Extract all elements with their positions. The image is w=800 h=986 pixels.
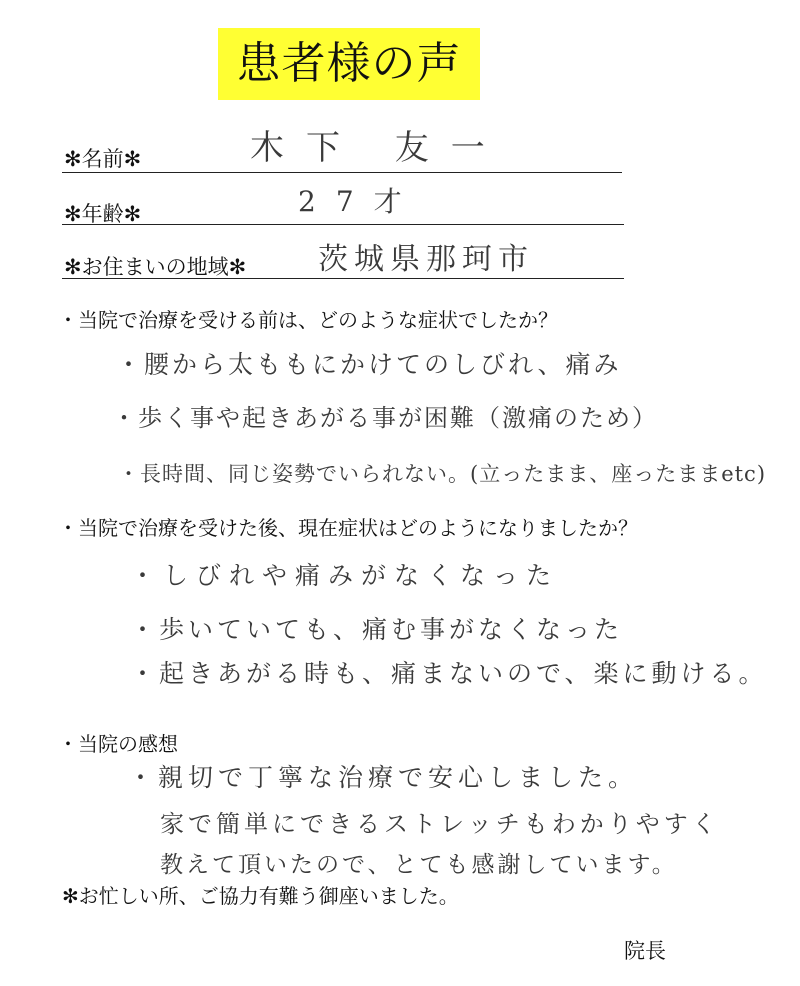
page-title: 患者様の声 bbox=[218, 28, 480, 100]
question-after: ・当院で治療を受けた後、現在症状はどのようになりましたか？ bbox=[58, 516, 638, 540]
signature: 院長 bbox=[624, 939, 666, 963]
question-impression: ・当院の感想 bbox=[58, 732, 178, 756]
age-value: 27才 bbox=[298, 185, 422, 218]
answer-before-2: ・歩く事や起きあがる事が困難（激痛のため） bbox=[112, 404, 658, 432]
age-underline bbox=[62, 224, 624, 225]
name-underline bbox=[62, 172, 622, 173]
answer-before-1: ・腰から太ももにかけてのしびれ、痛み bbox=[116, 350, 622, 379]
question-before: ・当院で治療を受ける前は、どのような症状でしたか？ bbox=[58, 308, 558, 332]
name-value: 木下 友一 bbox=[250, 128, 507, 168]
answer-impression-1: ・親切で丁寧な治療で安心しました。 bbox=[128, 763, 639, 792]
area-label: ✻お住まいの地域✻ bbox=[64, 255, 247, 279]
answer-impression-3: 教えて頂いたので、とても感謝しています。 bbox=[160, 852, 678, 878]
answer-after-2: ・歩いていても、痛む事がなくなった bbox=[130, 615, 624, 644]
name-label: ✻名前✻ bbox=[64, 147, 142, 171]
answer-after-1: ・しびれや痛みがなくなった bbox=[130, 561, 560, 590]
answer-before-3: ・長時間、同じ姿勢でいられない。(立ったまま、座ったままetc) bbox=[118, 462, 767, 486]
answer-after-3: ・起きあがる時も、痛まないので、楽に動ける。 bbox=[130, 659, 768, 688]
area-underline bbox=[62, 278, 624, 279]
answer-impression-2: 家で簡単にできるストレッチもわかりやすく bbox=[160, 810, 720, 838]
area-value: 茨城県那珂市 bbox=[318, 242, 534, 277]
age-label: ✻年齢✻ bbox=[64, 202, 142, 226]
closing-message: ✻お忙しい所、ご協力有難う御座いました。 bbox=[62, 884, 459, 908]
